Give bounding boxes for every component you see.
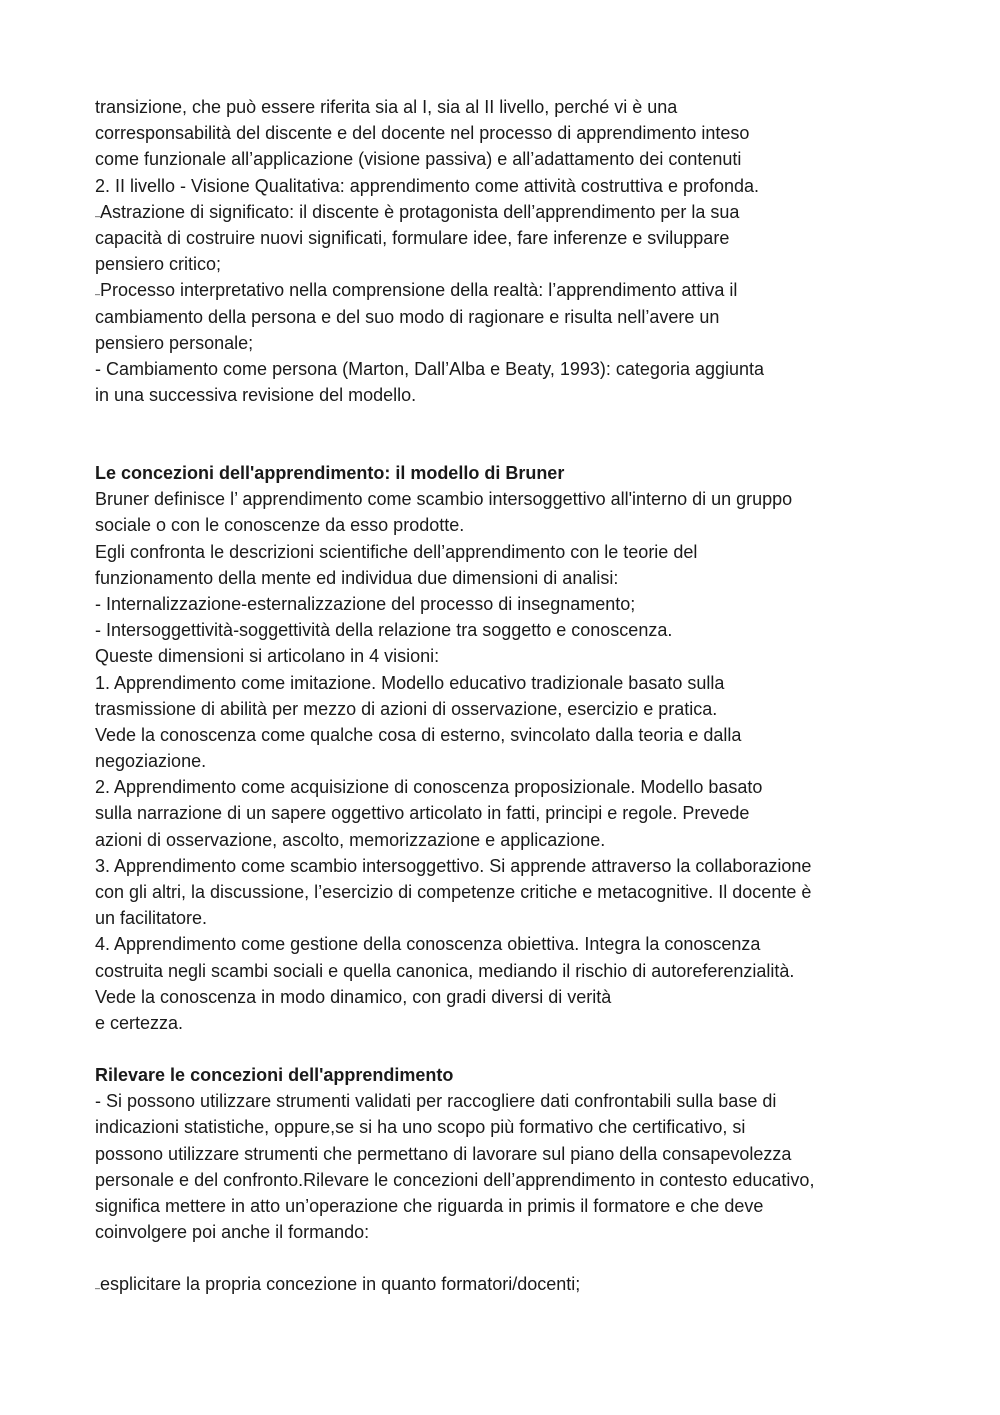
text-line: con gli altri, la discussione, l’esercizio di competenze critiche e metacognitive. Il docente è <box>95 882 812 902</box>
text-line: 3. Apprendimento come scambio intersoggettivo. Si apprende attraverso la collaborazione <box>95 855 812 876</box>
text-line: sulla narrazione di un sapere oggettivo articolato in fatti, principi e regole. Prevede <box>95 803 750 824</box>
final-bullet <box>95 1271 925 1297</box>
text-line: come funzionale all’applicazione (visione passiva) e all’adattamento dei contenuti <box>95 149 742 170</box>
text-line: Bruner definisce l’ apprendimento come scambio intersoggettivo all'interno di un gruppo <box>95 489 793 510</box>
section-heading: Le concezioni dell'apprendimento: il modello di Bruner <box>95 463 565 483</box>
text-line: Vede la conoscenza come qualche cosa di esterno, svincolato dalla teoria e dalla <box>95 724 742 745</box>
text-line: e certezza. <box>95 1012 184 1033</box>
text-line: capacità di costruire nuovi significati, formulare idee, fare inferenze e sviluppare <box>95 227 730 248</box>
text-line: 2. II livello - Visione Qualitativa: apprendimento come attività costruttiva e profonda. <box>95 175 760 196</box>
text-line: - Internalizzazione-esternalizzazione del processo di insegnamento; <box>95 593 636 614</box>
text-line: coinvolgere poi anche il formando: <box>95 1222 370 1243</box>
text-line: - Intersoggettività-soggettività della relazione tra soggetto e conoscenza. <box>95 620 673 641</box>
rilevare-section <box>95 1062 925 1245</box>
text-line: cambiamento della persona e del suo modo di ragionare e risulta nell’avere un <box>95 306 720 327</box>
text-line: possono utilizzare strumenti che permettano di lavorare sul piano della consapevolezza <box>95 1143 792 1164</box>
text-line: sociale o con le conoscenze da esso prodotte. <box>95 515 465 536</box>
text-line: Vede la conoscenza in modo dinamico, con gradi diversi di verità <box>95 986 612 1007</box>
text-line: 2. Apprendimento come acquisizione di conoscenza proposizionale. Modello basato <box>95 777 763 798</box>
bullet-dash-icon: – <box>95 289 101 300</box>
text-line: - Cambiamento come persona (Marton, Dall’Alba e Beaty, 1993): categoria aggiunta <box>95 358 765 379</box>
text-line: pensiero critico; <box>95 254 222 275</box>
bullet-line <box>95 199 925 225</box>
intro-paragraph <box>95 94 925 408</box>
bruner-section <box>95 460 925 1036</box>
bullet-line <box>95 277 925 303</box>
text-line: 1. Apprendimento come imitazione. Modello educativo tradizionale basato sulla <box>95 672 725 693</box>
text-line: 4. Apprendimento come gestione della conoscenza obiettiva. Integra la conoscenza <box>95 934 761 955</box>
text-line: esplicitare la propria concezione in quanto formatori/docenti; <box>100 1274 581 1294</box>
text-line: azioni di osservazione, ascolto, memorizzazione e applicazione. <box>95 829 606 850</box>
text-line: Astrazione di significato: il discente è protagonista dell’apprendimento per la sua <box>100 201 740 222</box>
bullet-dash-icon: – <box>95 210 101 221</box>
text-line: significa mettere in atto un’operazione che riguarda in primis il formatore e che deve <box>95 1195 764 1216</box>
text-line: Queste dimensioni si articolano in 4 visioni: <box>95 646 440 667</box>
text-line: trasmissione di abilità per mezzo di azioni di osservazione, esercizio e pratica. <box>95 698 718 719</box>
text-line: corresponsabilità del discente e del docente nel processo di apprendimento inteso <box>95 123 750 144</box>
text-line: funzionamento della mente ed individua due dimensioni di analisi: <box>95 567 619 588</box>
text-line: indicazioni statistiche, oppure,se si ha uno scopo più formativo che certificativo, si <box>95 1117 746 1138</box>
text-line: in una successiva revisione del modello. <box>95 385 417 406</box>
text-line: costruita negli scambi sociali e quella canonica, mediando il rischio di autoreferenzialità. <box>95 960 795 981</box>
text-line: Processo interpretativo nella comprensione della realtà: l’apprendimento attiva il <box>100 280 738 301</box>
bullet-dash-icon: – <box>95 1283 101 1293</box>
text-line: transizione, che può essere riferita sia al I, sia al II livello, perché vi è una <box>95 97 678 117</box>
text-line: pensiero personale; <box>95 332 254 353</box>
text-line: - Si possono utilizzare strumenti validati per raccogliere dati confrontabili sulla base di <box>95 1091 777 1112</box>
text-line: un facilitatore. <box>95 908 208 929</box>
text-line: Egli confronta le descrizioni scientifiche dell’apprendimento con le teorie del <box>95 541 698 562</box>
section-heading: Rilevare le concezioni dell'apprendimento <box>95 1065 454 1085</box>
text-line: personale e del confronto.Rilevare le concezioni dell’apprendimento in contesto educativo, <box>95 1169 815 1190</box>
text-line: negoziazione. <box>95 751 207 772</box>
bullet-line <box>95 1271 925 1297</box>
